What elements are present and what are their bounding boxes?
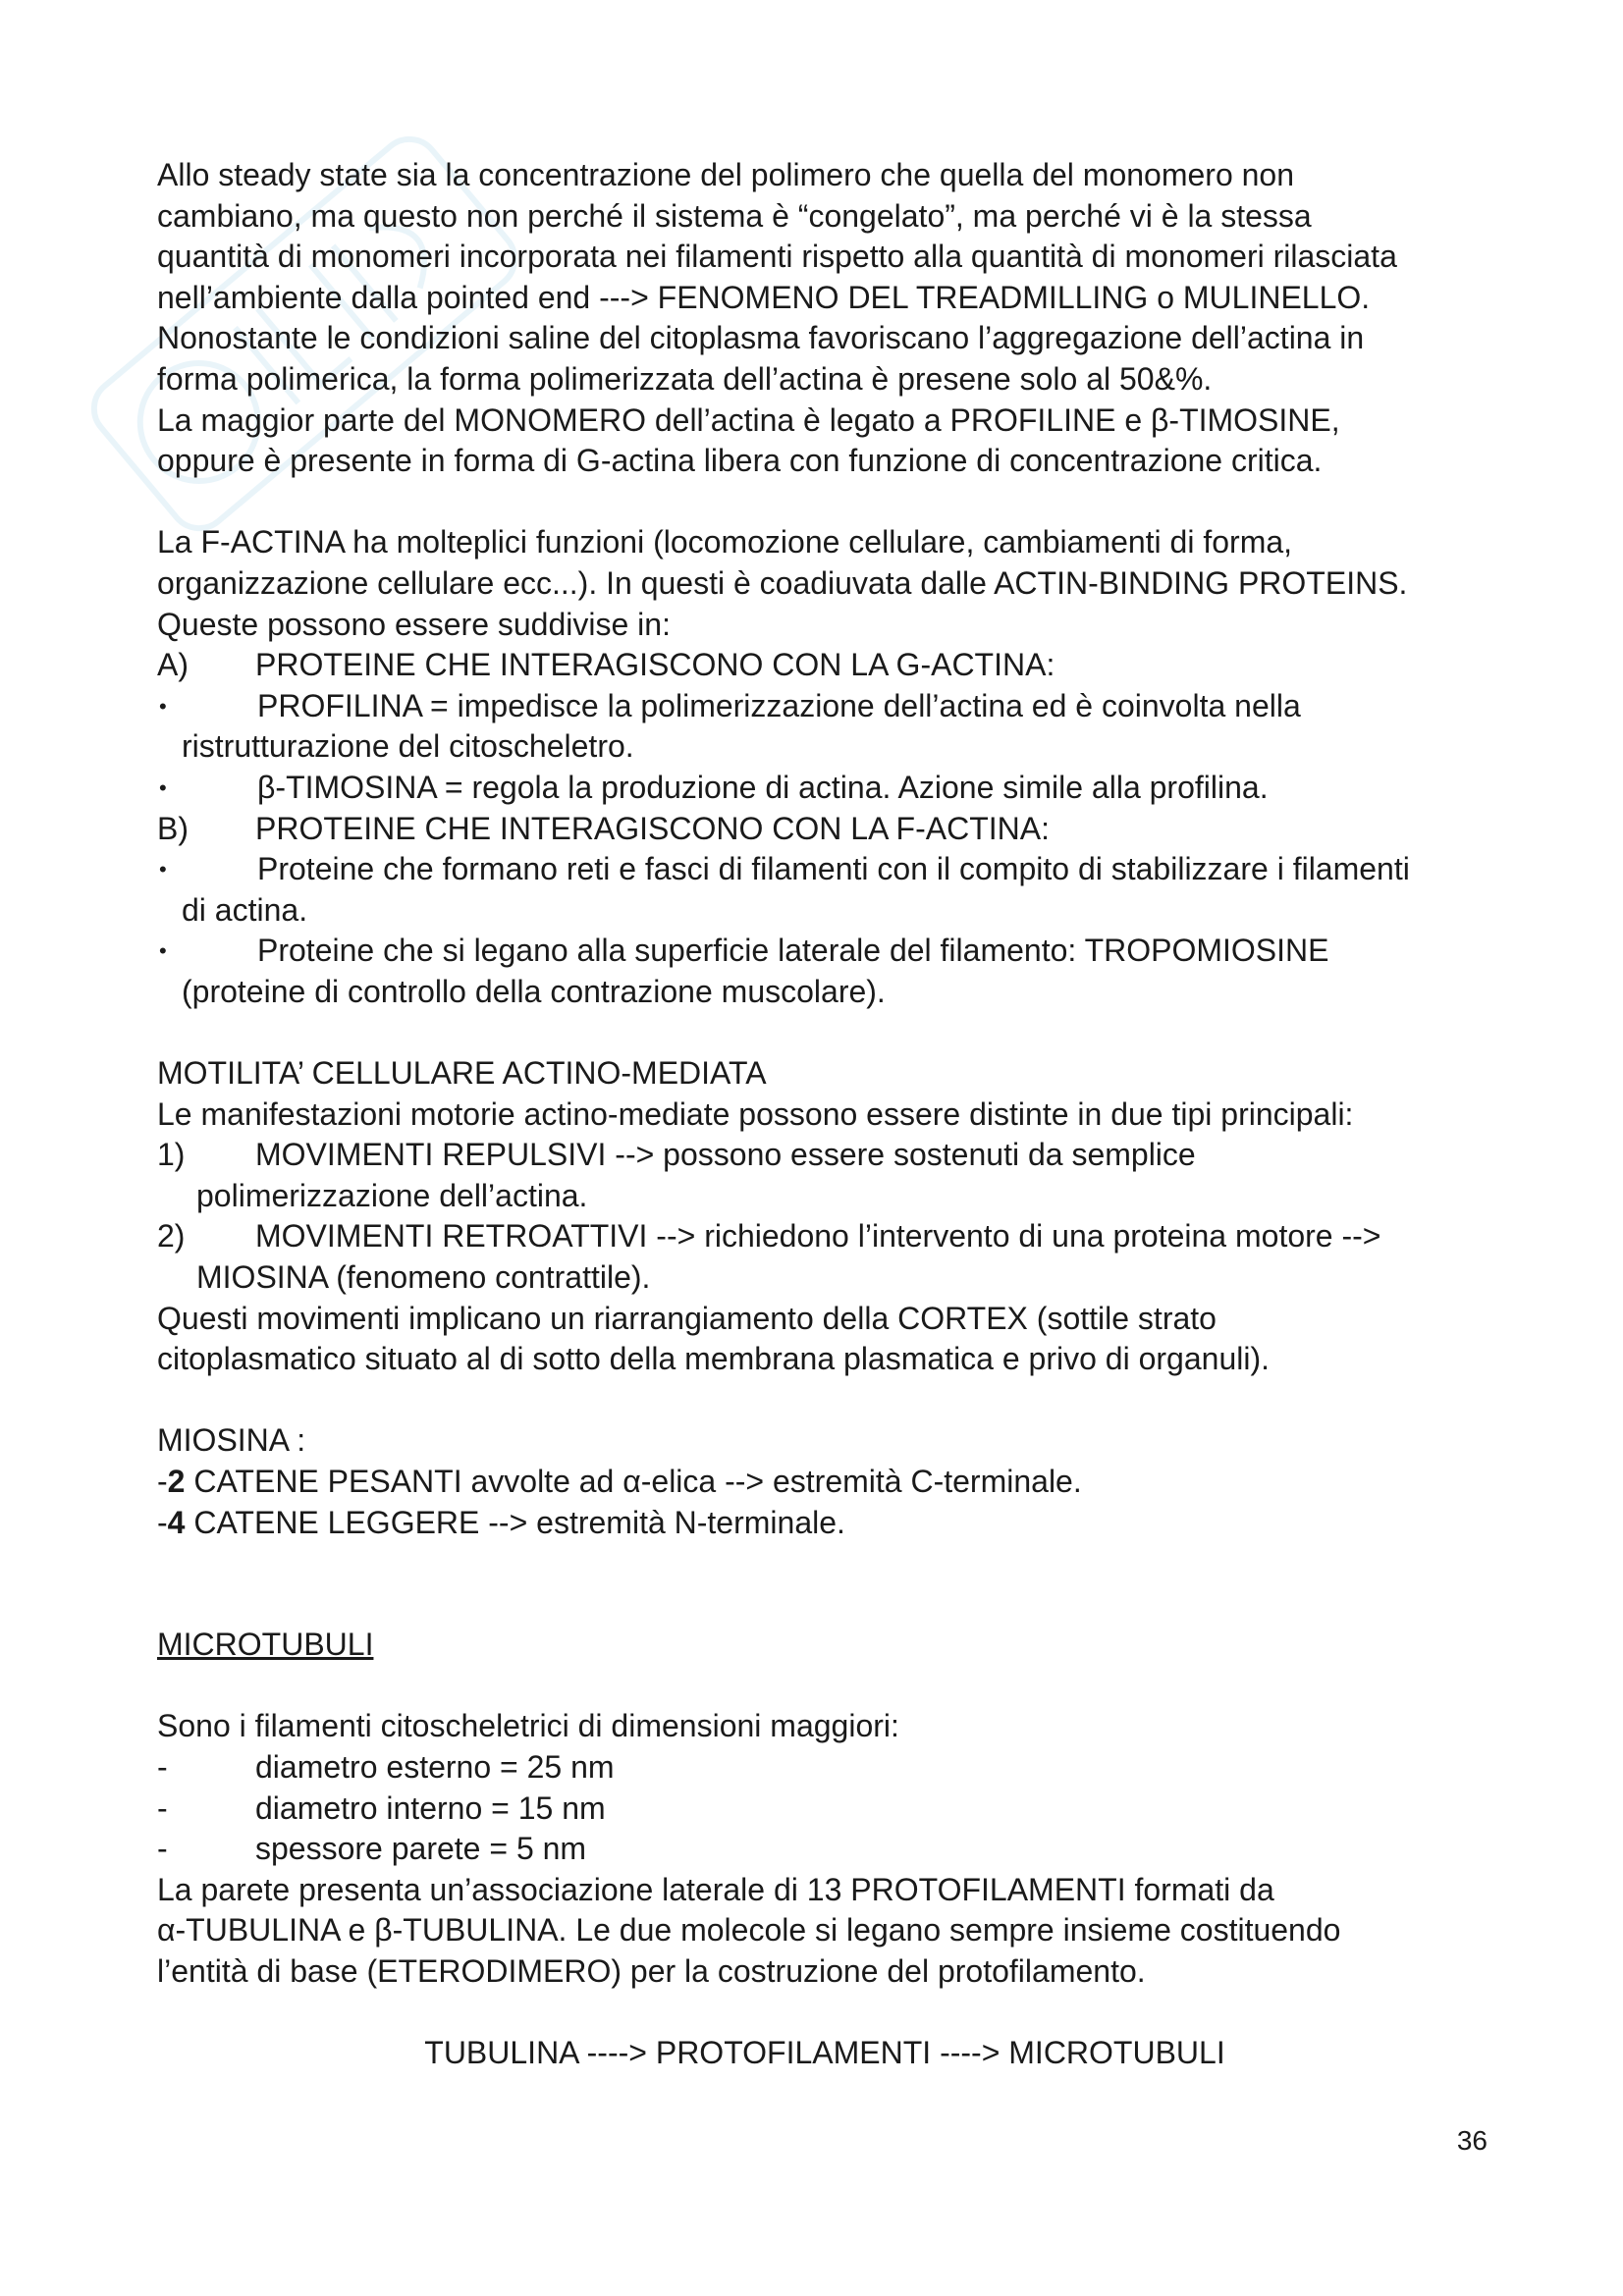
list-item-continuation: ristrutturazione del citoscheletro. bbox=[182, 728, 634, 765]
list-item bbox=[157, 1829, 1492, 1870]
list-heading: PROTEINE CHE INTERAGISCONO CON LA F-ACTINA: bbox=[255, 810, 1050, 846]
text-line: Le manifestazioni motorie actino-mediate possono essere distinte in due tipi principali: bbox=[157, 1095, 1354, 1132]
section-title: MIOSINA : bbox=[157, 1422, 306, 1459]
miosina-text: CATENE PESANTI avvolte ad α-elica --> estremità C-terminale. bbox=[185, 1464, 1082, 1499]
text-line: organizzazione cellulare ecc...). In questi è coadiuvata dalle ACTIN-BINDING PROTEINS. bbox=[157, 564, 1408, 601]
list-b bbox=[157, 809, 1492, 1013]
miosina-line bbox=[157, 1503, 1492, 1544]
list-item-text: diametro esterno = 25 nm bbox=[255, 1748, 615, 1785]
chain-count: 4 bbox=[167, 1504, 186, 1540]
text-line: l’entità di base (ETERODIMERO) per la costruzione del protofilamento. bbox=[157, 1952, 1146, 1989]
list-item-text: PROFILINA = impedisce la polimerizzazione dell’actina ed è coinvolta nella bbox=[257, 687, 1301, 723]
text-line: forma polimerica, la forma polimerizzata dell’actina è presene solo al 50&%. bbox=[157, 360, 1213, 397]
text-line: Sono i filamenti citoscheletrici di dimensioni maggiori: bbox=[157, 1708, 899, 1744]
bullet-icon: • bbox=[159, 774, 167, 800]
text-line: Nonostante le condizioni saline del citoplasma favoriscano l’aggregazione dell’actina in bbox=[157, 320, 1365, 356]
list-item-text: MOVIMENTI RETROATTIVI --> richiedono l’intervento di una proteina motore --> bbox=[255, 1218, 1381, 1255]
list-a bbox=[157, 645, 1492, 808]
section-heading: MICROTUBULI bbox=[157, 1627, 374, 1663]
list-item bbox=[157, 686, 1492, 727]
text-line: La parete presenta un’associazione laterale di 13 PROTOFILAMENTI formati da bbox=[157, 1871, 1274, 1907]
text-line: nell’ambiente dalla pointed end ---> FENOMENO DEL TREADMILLING o MULINELLO. bbox=[157, 279, 1371, 315]
list-marker: A) bbox=[157, 647, 189, 683]
text-line: α-TUBULINA e β-TUBULINA. Le due molecole si legano sempre insieme costituendo bbox=[157, 1912, 1341, 1949]
list-heading: PROTEINE CHE INTERAGISCONO CON LA G-ACTINA: bbox=[255, 647, 1055, 683]
text-line: citoplasmatico situato al di sotto della membrana plasmatica e privo di organuli). bbox=[157, 1341, 1270, 1377]
list-item-text: Proteine che si legano alla superficie laterale del filamento: TROPOMIOSINE bbox=[257, 933, 1329, 969]
bullet-icon: • bbox=[159, 693, 167, 719]
list-item-text: Proteine che formano reti e fasci di filamenti con il compito di stabilizzare i filamenti bbox=[257, 851, 1410, 887]
page-number: 36 bbox=[1456, 2125, 1488, 2156]
text-line: La maggior parte del MONOMERO dell’actina è legato a PROFILINE e β-TIMOSINE, bbox=[157, 401, 1340, 438]
paragraph-steady-state bbox=[157, 155, 1492, 482]
text-line: Allo steady state sia la concentrazione del polimero che quella del monomero non bbox=[157, 157, 1295, 192]
list-item-continuation: (proteine di controllo della contrazione muscolare). bbox=[182, 973, 886, 1009]
list-item-text: spessore parete = 5 nm bbox=[255, 1831, 587, 1867]
list-item bbox=[157, 1789, 1492, 1830]
text-line: Questi movimenti implicano un riarrangiamento della CORTEX (sottile strato bbox=[157, 1300, 1217, 1336]
dash-prefix: - bbox=[157, 1464, 168, 1499]
list-item bbox=[157, 931, 1492, 972]
text-line: quantità di monomeri incorporata nei filamenti rispetto alla quantità di monomeri rilasciata bbox=[157, 239, 1397, 275]
section-title: MOTILITA’ CELLULARE ACTINO-MEDIATA bbox=[157, 1055, 767, 1092]
list-item bbox=[157, 1747, 1492, 1789]
list-item bbox=[157, 1216, 1492, 1257]
text-line: Queste possono essere suddivise in: bbox=[157, 606, 671, 642]
list-item-text: MOVIMENTI REPULSIVI --> possono essere sostenuti da semplice bbox=[255, 1137, 1196, 1173]
paragraph-f-actina bbox=[157, 522, 1492, 645]
bullet-icon: • bbox=[159, 857, 167, 882]
dash-prefix: - bbox=[157, 1504, 168, 1540]
list-item-continuation: polimerizzazione dell’actina. bbox=[196, 1177, 588, 1213]
list-marker: 1) bbox=[157, 1137, 186, 1173]
dash-marker: - bbox=[157, 1831, 168, 1867]
list-item-text: β-TIMOSINA = regola la produzione di actina. Azione simile alla profilina. bbox=[257, 769, 1269, 805]
section-motilita bbox=[157, 1053, 1492, 1380]
list-item-text: diametro interno = 15 nm bbox=[255, 1789, 606, 1826]
text-line: cambiano, ma questo non perché il sistema è “congelato”, ma perché vi è la stessa bbox=[157, 197, 1312, 234]
bullet-icon: • bbox=[159, 938, 167, 964]
list-marker: B) bbox=[157, 810, 189, 846]
miosina-text: CATENE LEGGERE --> estremità N-terminale. bbox=[185, 1504, 845, 1540]
section-microtubuli bbox=[157, 1625, 1492, 2074]
text-line: La F-ACTINA ha molteplici funzioni (locomozione cellulare, cambiamenti di forma, bbox=[157, 524, 1293, 561]
list-marker: 2) bbox=[157, 1218, 186, 1255]
list-item-continuation: MIOSINA (fenomeno contrattile). bbox=[196, 1259, 651, 1296]
flow-line: TUBULINA ----> PROTOFILAMENTI ----> MICROTUBULI bbox=[424, 2035, 1225, 2071]
dash-marker: - bbox=[157, 1748, 168, 1785]
list-item bbox=[157, 849, 1492, 890]
text-line: oppure è presente in forma di G-actina libera con funzione di concentrazione critica. bbox=[157, 443, 1323, 479]
list-item bbox=[157, 768, 1492, 809]
list-item bbox=[157, 1135, 1492, 1176]
document-page bbox=[157, 155, 1492, 2074]
miosina-line bbox=[157, 1462, 1492, 1503]
dash-marker: - bbox=[157, 1789, 168, 1826]
list-item-continuation: di actina. bbox=[182, 891, 308, 928]
section-miosina bbox=[157, 1420, 1492, 1543]
chain-count: 2 bbox=[167, 1464, 186, 1499]
